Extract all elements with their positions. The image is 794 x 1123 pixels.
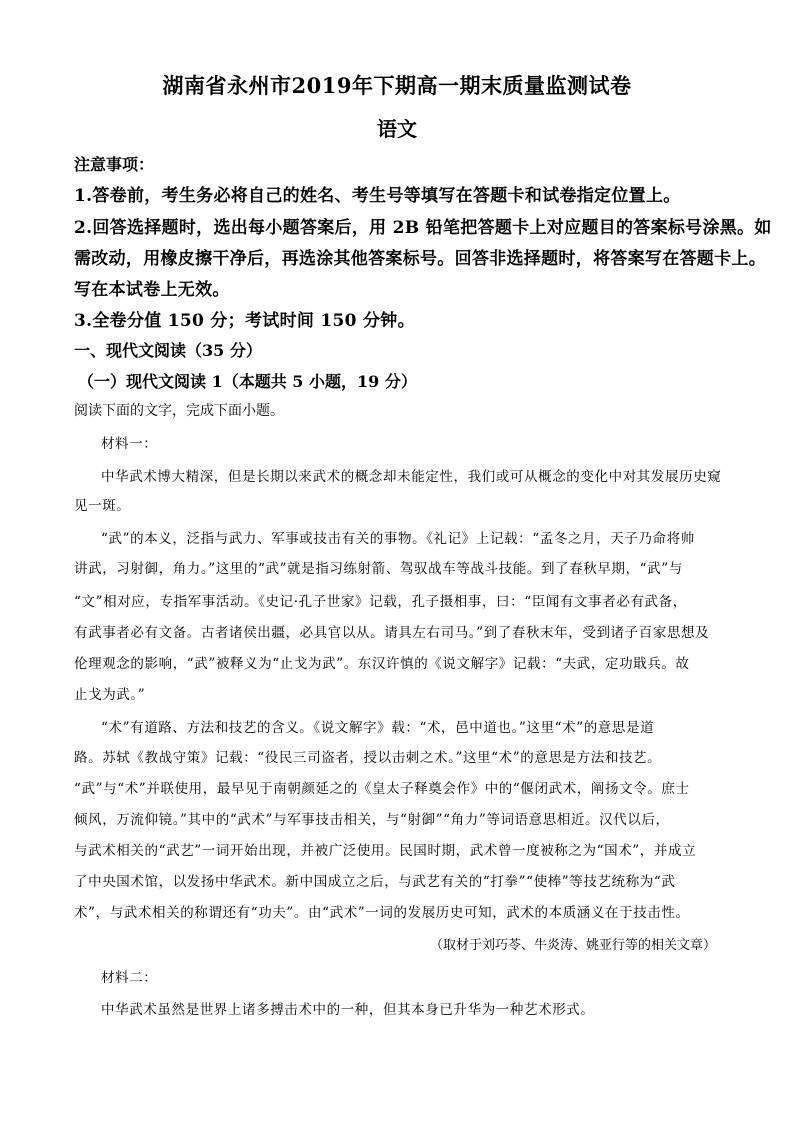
material-line: 中华武术虽然是世界上诸多搏击术中的一种，但其本身已升华为一种艺术形式。 — [101, 1002, 595, 1018]
reading-instruction: 阅读下面的文字，完成下面小题。 — [74, 403, 284, 419]
subject-title: 语文 — [377, 117, 417, 141]
material-line: 见一斑。 — [74, 498, 131, 514]
material-line: “文”相对应，专指军事活动。《史记·孔子世家》记载，孔子摄相事，曰：“臣闻有文事者必有武备， — [74, 594, 687, 610]
material-line: “武”的本义，泛指与武力、军事或技击有关的事物。《礼记》上记载：“孟冬之月，天子乃命将帅 — [101, 531, 695, 547]
material-line: 路。苏轼《教战守策》记载：“役民三司盗者，授以击刺之术。”这里“术”的意思是方法和技艺。 — [74, 750, 662, 766]
material-line: 术”，与武术相关的称谓还有“功夫”。由“武术”一词的发展历史可知，武术的本质涵义在于技击性。 — [74, 905, 690, 921]
notice-item: 2.回答选择题时，选出每小题答案后，用 2B 铅笔把答题卡上对应题目的答案标号涂黑。如 — [74, 218, 772, 238]
notice-heading: 注意事项： — [74, 155, 155, 174]
material-source: （取材于刘巧苓、牛炎涛、姚亚行等的相关文章） — [429, 938, 716, 953]
notice-item: 3.全卷分值 150 分；考试时间 150 分钟。 — [74, 311, 415, 331]
material-line: 中华武术博大精深，但是长期以来武术的概念却未能定性，我们或可从概念的变化中对其发展历史窥 — [101, 469, 722, 485]
material-line: 讲武，习射御，角力。”这里的“武”就是指习练射箭、驾驭战车等战斗技能。到了春秋早期，“武”与 — [74, 561, 683, 577]
material-label: 材料二： — [101, 970, 158, 986]
notice-item: 写在本试卷上无效。 — [74, 280, 230, 300]
material-line: “术”有道路、方法和技艺的含义。《说文解字》载：“术，邑中道也。”这里“术”的意思是道 — [101, 720, 655, 736]
section-subheading: （一）现代文阅读 1（本题共 5 小题，19 分） — [78, 372, 417, 391]
material-label: 材料一： — [101, 436, 158, 452]
notice-item: 需改动，用橡皮擦干净后，再选涂其他答案标号。回答非选择题时，将答案写在答题卡上。 — [74, 249, 766, 269]
material-line: 有武事者必有文备。古者诸侯出疆，必具官以从。请具左右司马。”到了春秋末年，受到诸子百家思想及 — [74, 625, 710, 641]
material-line: 止戈为武。” — [74, 687, 146, 703]
section-heading: 一、现代文阅读（35 分） — [74, 341, 262, 360]
material-line: 倾风，万流仰镜。”其中的“武术”与军事技击相关，与“射御”“角力”等词语意思相近。汉代以后， — [74, 812, 670, 828]
notice-item: 1.答卷前，考生务必将自己的姓名、考生号等填写在答题卡和试卷指定位置上。 — [74, 186, 681, 206]
material-line: 伦理观念的影响，“武”被释义为“止戈为武”。东汉许慎的《说文解字》记载：“夫武，定功戢兵。故 — [74, 656, 690, 672]
material-line: 与武术相关的“武艺”一词开始出现，并被广泛使用。民国时期，武术曾一度被称之为“国术”，并成立 — [74, 843, 697, 859]
material-line: “武”与“术”并联使用，最早见于南朝颜延之的《皇太子释奠会作》中的“偃闭武术，阐扬文令。庶士 — [74, 781, 690, 797]
material-line: 了中央国术馆，以发扬中华武术。新中国成立之后，与武艺有关的“打拳”“使棒”等技艺统称为“武 — [74, 874, 676, 890]
exam-title: 湖南省永州市2019年下期高一期末质量监测试卷 — [162, 73, 632, 98]
